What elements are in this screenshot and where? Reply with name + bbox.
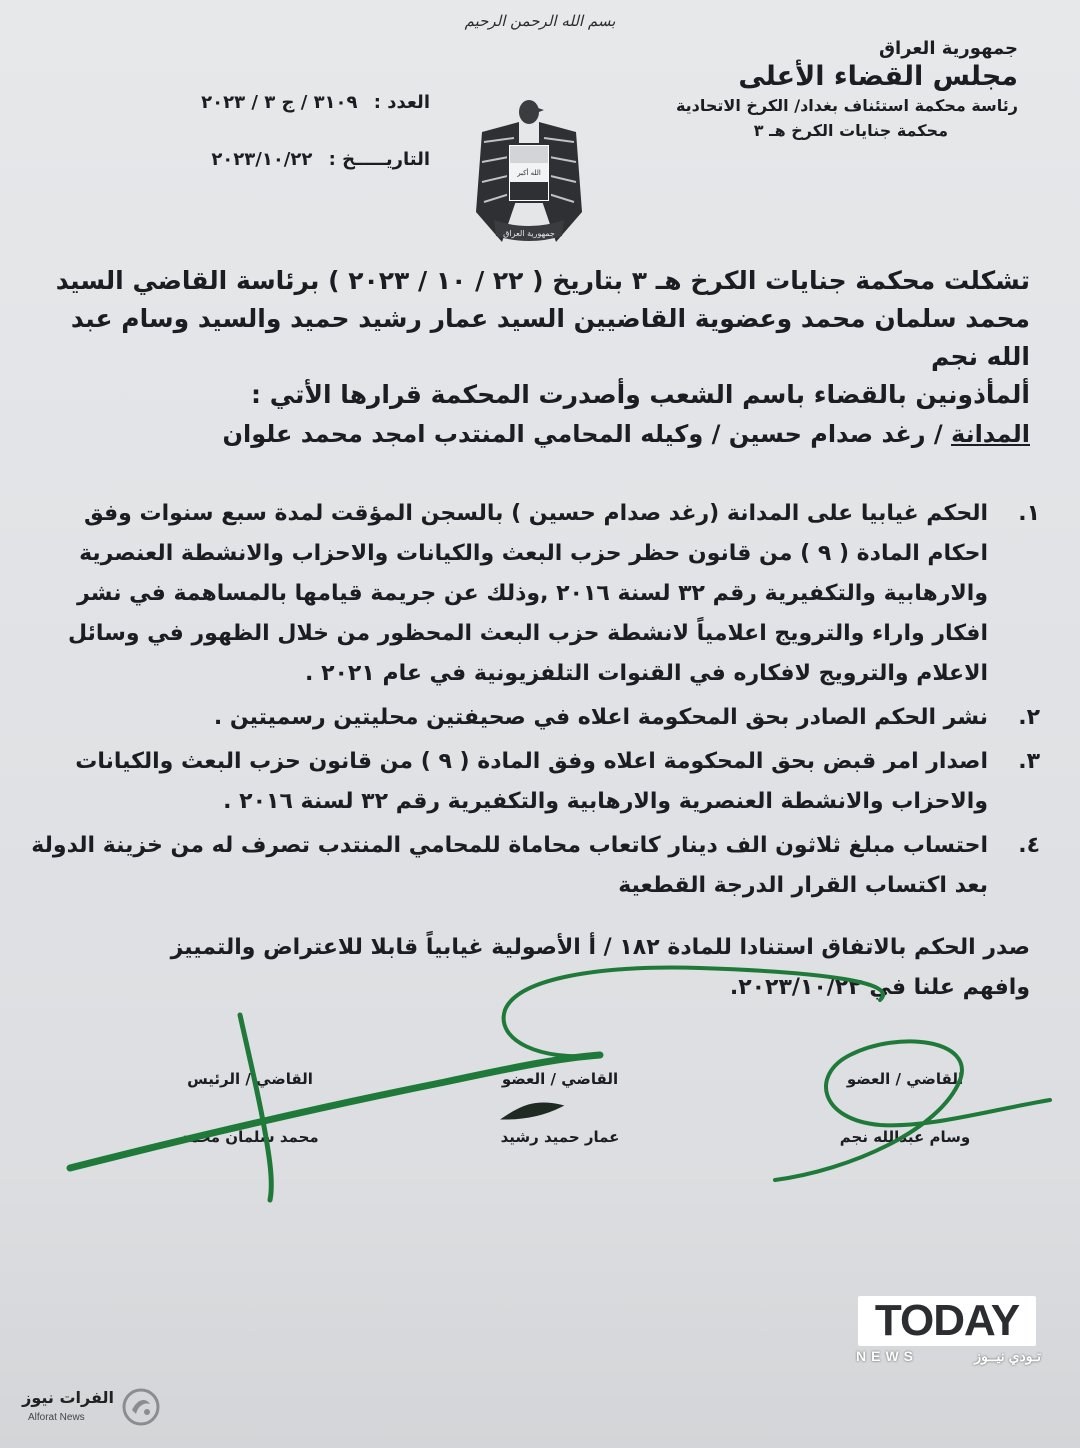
header-reference-block [150, 92, 430, 206]
number-value: ٣١٠٩ / ج ٣ / ٢٠٢٣ [201, 92, 358, 113]
item-number: ٣. [1018, 749, 1040, 774]
closing-paragraph [30, 928, 1030, 1008]
signer-name: عمار حميد رشيد [500, 1128, 620, 1146]
council-name: مجلس القضاء الأعلى [738, 61, 1018, 92]
reference-date [150, 149, 430, 170]
verdict-item [30, 826, 1040, 906]
verdict-items [30, 494, 1040, 910]
alforat-logo-icon [122, 1386, 160, 1428]
signer-role: القاضي / العضو [501, 1070, 619, 1088]
iraq-eagle-emblem-icon [474, 92, 584, 252]
item-text: اصدار امر قبض بحق المحكومة اعلاه وفق المادة ( ٩ ) من قانون حزب البعث والكيانات والاحزاب والانشطة العنصرية والارهابية والتكفيرية رقم ٣٢ لسنة ٢٠١٦ . [75, 749, 988, 814]
item-text: الحكم غيابيا على المدانة (رغد صدام حسين ) بالسجن المؤقت لمدة سبع سنوات وفق احكام المادة ( ٩ ) من قانون حظر حزب البعث والكيانات والاحزاب والانشطة العنصرية والارهابية والتكفيرية رقم ٣٢ لسنة ٢٠١٦ ,وذلك عن جريمة قيامها بالمساهمة في نشر افكار واراء والترويج اعلامياً لانشطة حزب البعث المحظور من خلال الظهور في وسائل الاعلام والترويج لافكاره في القنوات التلفزيونية في عام ٢٠٢١ . [68, 501, 988, 686]
closing-line: وافهم علنا في ٢٠٢٣/١٠/٢٢. [729, 975, 1030, 1000]
closing-line: صدر الحكم بالاتفاق استنادا للمادة ١٨٢ / أ الأصولية غيابياً قابلا للاعتراض والتمييز [170, 935, 1030, 960]
item-text: احتساب مبلغ ثلاثون الف دينار كاتعاب محاماة للمحامي المنتدب تصرف له من خزينة الدولة بعد اكتساب القرار الدرجة القطعية [31, 833, 988, 898]
signer-name: محمد سلمان محمد [181, 1128, 319, 1146]
signer-role: القاضي / الرئيس [187, 1070, 313, 1088]
alforat-name-ar: الفرات نيوز [22, 1388, 114, 1407]
court-name: محكمة جنايات الكرخ هـ ٣ [753, 121, 948, 140]
verdict-item [30, 494, 1040, 694]
alforat-watermark [14, 1386, 164, 1432]
basmala: بسم الله الرحمن الرحيم [464, 12, 616, 30]
emblem-caption: جمهورية العراق [503, 229, 555, 238]
date-label: التاريـــــخ : [328, 149, 430, 170]
item-text: نشر الحكم الصادر بحق المحكومة اعلاه في صحيفتين محليتين رسميتين . [213, 705, 988, 730]
today-news-en: NEWS [856, 1348, 918, 1364]
verdict-item [30, 742, 1040, 822]
verdict-item [30, 698, 1040, 738]
accused-line [30, 420, 1030, 448]
today-subtitle [856, 1348, 1041, 1365]
item-number: ٢. [1018, 705, 1040, 730]
header-authority-block [618, 38, 1018, 140]
presidency-name: رئاسة محكمة استئناف بغداد/ الكرخ الاتحادية [675, 96, 1018, 115]
date-value: ٢٠٢٣/١٠/٢٢ [211, 149, 313, 170]
item-number: ٤. [1018, 833, 1040, 858]
number-label: العدد : [373, 92, 430, 113]
signature-block [0, 1070, 1080, 1190]
intro-line: محمد سلمان محمد وعضوية القاضيين السيد عمار رشيد حميد والسيد وسام عبد الله نجم [70, 304, 1030, 371]
emblem-flag-text: الله أكبر [517, 169, 541, 177]
item-number: ١. [1018, 501, 1040, 526]
today-news-ar: تـودي نيــوز [974, 1348, 1041, 1364]
intro-line: تشكلت محكمة جنايات الكرخ هـ ٣ بتاريخ ( ٢٢ / ١٠ / ٢٠٢٣ ) برئاسة القاضي السيد [55, 266, 1030, 295]
reference-number [150, 92, 430, 113]
signer-role: القاضي / العضو [846, 1070, 964, 1088]
intro-paragraph [30, 262, 1030, 414]
today-logo: TODAY [858, 1296, 1036, 1346]
alforat-name-en: Alforat News [28, 1412, 85, 1423]
country-name: جمهورية العراق [878, 38, 1018, 59]
accused-text: / رغد صدام حسين / وكيله المحامي المنتدب امجد محمد علوان [222, 420, 952, 448]
signer-name: وسام عبدالله نجم [839, 1128, 971, 1146]
accused-label: المدانة [951, 420, 1030, 448]
intro-line: ألمأذونين بالقضاء باسم الشعب وأصدرت المحكمة قرارها الأتي : [251, 380, 1030, 409]
